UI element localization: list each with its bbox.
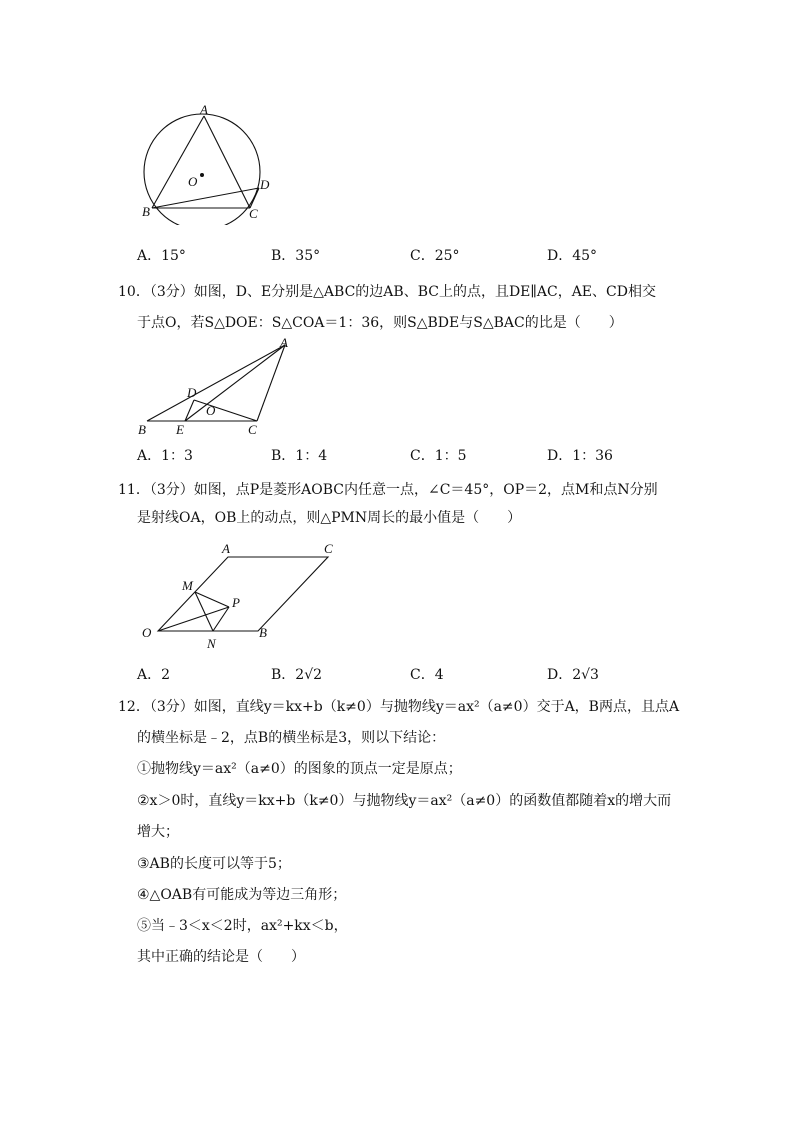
- q10-label-b: B: [138, 422, 146, 437]
- q9-segment-bd: [152, 188, 259, 208]
- q11-label-c: C: [324, 541, 333, 556]
- q11-segment-mn: [195, 592, 213, 631]
- q9-label-o: O: [188, 174, 198, 189]
- q12-question-prompt: 其中正确的结论是（ ）: [137, 949, 305, 965]
- q12-conclusion-5: ⑤当﹣3＜x＜2时，ax²+kx＜b，: [137, 918, 348, 934]
- q9-circle-figure: [138, 100, 288, 225]
- q10-triangle-figure: [135, 335, 295, 440]
- q10-option-d[interactable]: D．1：36: [547, 448, 613, 464]
- q9-label-b: B: [142, 204, 150, 219]
- q11-option-c[interactable]: C．4: [410, 667, 444, 683]
- q12-conclusion-2-line2: 增大；: [137, 824, 179, 840]
- q10-option-c[interactable]: C．1：5: [410, 448, 467, 464]
- q9-center-dot: [200, 173, 204, 177]
- q12-conclusion-1: ①抛物线y＝ax²（a≠0）的图象的顶点一定是原点；: [137, 761, 462, 777]
- q11-option-b[interactable]: B．2√2: [271, 667, 323, 683]
- q10-option-b[interactable]: B．1：4: [271, 448, 328, 464]
- q9-label-c: C: [249, 206, 258, 221]
- q11-stem-line1: 11．（3分）如图，点P是菱形AOBC内任意一点，∠C＝45°，OP＝2，点M和点N分别: [118, 482, 658, 498]
- q11-label-b: B: [259, 625, 267, 640]
- q10-label-d: D: [187, 385, 197, 400]
- q9-option-d[interactable]: D．45°: [547, 248, 598, 264]
- q10-label-a: A: [280, 335, 288, 350]
- q11-label-a: A: [222, 541, 230, 556]
- q10-label-e: E: [176, 422, 184, 437]
- q12-conclusion-4: ④△OAB有可能成为等边三角形；: [137, 887, 347, 903]
- q9-segment-ab: [152, 116, 204, 208]
- q10-label-c: C: [248, 422, 257, 437]
- q9-option-a[interactable]: A．15°: [137, 248, 186, 264]
- q11-option-a[interactable]: A．2: [137, 667, 171, 683]
- q11-segment-mp: [195, 592, 229, 607]
- q10-segment-ba: [147, 345, 285, 421]
- q10-segment-cd: [194, 400, 257, 421]
- q10-stem-line2: 于点O，若S△DOE：S△COA＝1：36，则S△BDE与S△BAC的比是（ ）: [137, 315, 623, 331]
- q12-stem-line2: 的横坐标是﹣2，点B的横坐标是3，则以下结论：: [137, 730, 446, 746]
- q12-stem-line1: 12．（3分）如图，直线y＝kx+b（k≠0）与抛物线y＝ax²（a≠0）交于A，B两点，且点A: [118, 699, 680, 715]
- q11-rhombus: [158, 557, 328, 631]
- q11-rhombus-figure: [138, 538, 348, 653]
- q11-label-n: N: [207, 636, 216, 651]
- q10-stem-line1: 10．（3分）如图，D、E分别是△ABC的边AB、BC上的点，且DE∥AC，AE、CD相交: [118, 284, 656, 300]
- q11-label-o: O: [142, 625, 152, 640]
- q9-label-a: A: [200, 102, 208, 117]
- q10-label-o: O: [206, 403, 216, 418]
- q11-label-m: M: [182, 578, 193, 593]
- q11-label-p: P: [232, 595, 240, 610]
- q9-segment-dc: [250, 188, 259, 208]
- q11-segment-np: [213, 607, 229, 631]
- q10-segment-ac: [257, 345, 285, 421]
- q12-conclusion-2-line1: ②x＞0时，直线y＝kx+b（k≠0）与抛物线y＝ax²（a≠0）的函数值都随着x的增大而: [137, 793, 672, 809]
- q11-stem-line2: 是射线OA，OB上的动点，则△PMN周长的最小值是（ ）: [137, 510, 522, 526]
- q9-label-d: D: [260, 177, 270, 192]
- q11-option-d[interactable]: D．2√3: [547, 667, 599, 683]
- q9-option-b[interactable]: B．35°: [271, 248, 321, 264]
- q9-option-c[interactable]: C．25°: [410, 248, 460, 264]
- q10-segment-ae: [185, 345, 285, 421]
- q10-option-a[interactable]: A．1：3: [137, 448, 193, 464]
- q12-conclusion-3: ③AB的长度可以等于5；: [137, 856, 291, 872]
